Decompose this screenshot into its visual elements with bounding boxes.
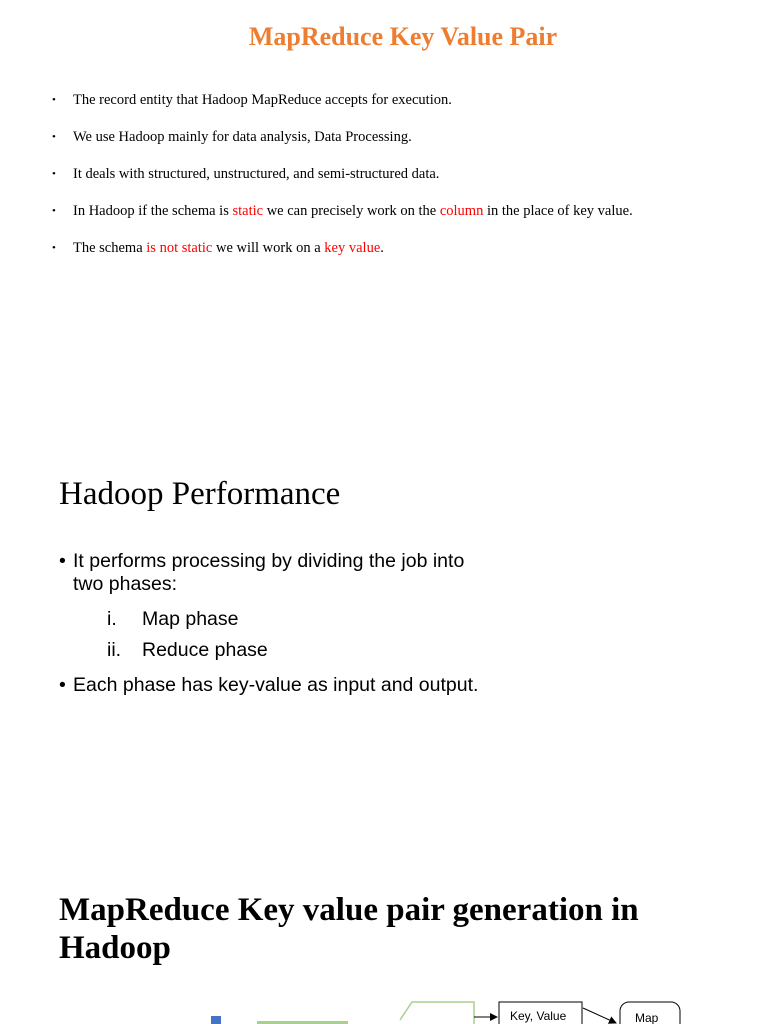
bullet-list-key-value: [52, 86, 692, 271]
bullet-text: in the place of key value.: [483, 203, 633, 219]
bullet-icon: •: [59, 550, 66, 572]
input-data-icon: [211, 1016, 221, 1024]
map-label: Map: [635, 1011, 659, 1024]
bullet-text: In Hadoop if the schema is: [73, 203, 233, 219]
phase-label: Map phase: [142, 608, 239, 630]
bullet-icon: •: [52, 205, 56, 217]
highlight-text: key value: [324, 240, 381, 256]
section-title-mapreduce-key-value-pair: MapReduce Key Value Pair: [248, 22, 558, 51]
record-reader-shape: [400, 1002, 474, 1024]
list-item: [52, 123, 692, 152]
bullet-text: we can precisely work on the: [263, 203, 440, 219]
bullet-icon: •: [52, 168, 56, 180]
section-title-key-value-generation: MapReduce Key value pair generation in Hadoop: [59, 892, 639, 966]
phase-item: [73, 635, 499, 666]
bullet-text: .: [380, 240, 384, 256]
bullet-list-performance: [59, 550, 499, 697]
bullet-text: It performs processing by dividing the job into two phases:: [73, 550, 465, 595]
bullet-icon: •: [52, 242, 56, 254]
bullet-icon: •: [59, 674, 66, 696]
bullet-text: Each phase has key-value as input and output.: [73, 674, 479, 696]
bullet-text: The record entity that Hadoop MapReduce accepts for execution.: [73, 92, 452, 108]
bullet-icon: •: [52, 131, 56, 143]
bullet-text: We use Hadoop mainly for data analysis, Data Processing.: [73, 129, 412, 145]
bullet-text: The schema: [73, 240, 147, 256]
phase-list: [73, 604, 499, 666]
bullet-text: we will work on a: [212, 240, 325, 256]
highlight-text: is not static: [146, 240, 213, 256]
list-item: [59, 674, 499, 697]
key-value-label: Key, Value: [510, 1009, 567, 1023]
list-item: [52, 234, 692, 263]
highlight-text: column: [439, 203, 484, 219]
phase-item: [73, 604, 499, 635]
list-item: [52, 197, 692, 226]
highlight-text: static: [232, 203, 264, 219]
phase-label: Reduce phase: [142, 639, 268, 661]
flow-arrow: [583, 1008, 616, 1023]
section-title-hadoop-performance: Hadoop Performance: [59, 476, 341, 512]
key-value-flow-diagram: [0, 990, 768, 1024]
phase-number: ii.: [107, 639, 122, 661]
bullet-text: It deals with structured, unstructured, and semi-structured data.: [73, 166, 440, 182]
list-item: [52, 86, 692, 115]
list-item: [59, 550, 499, 666]
list-item: [52, 160, 692, 189]
phase-number: i.: [107, 608, 117, 630]
bullet-icon: •: [52, 94, 56, 106]
